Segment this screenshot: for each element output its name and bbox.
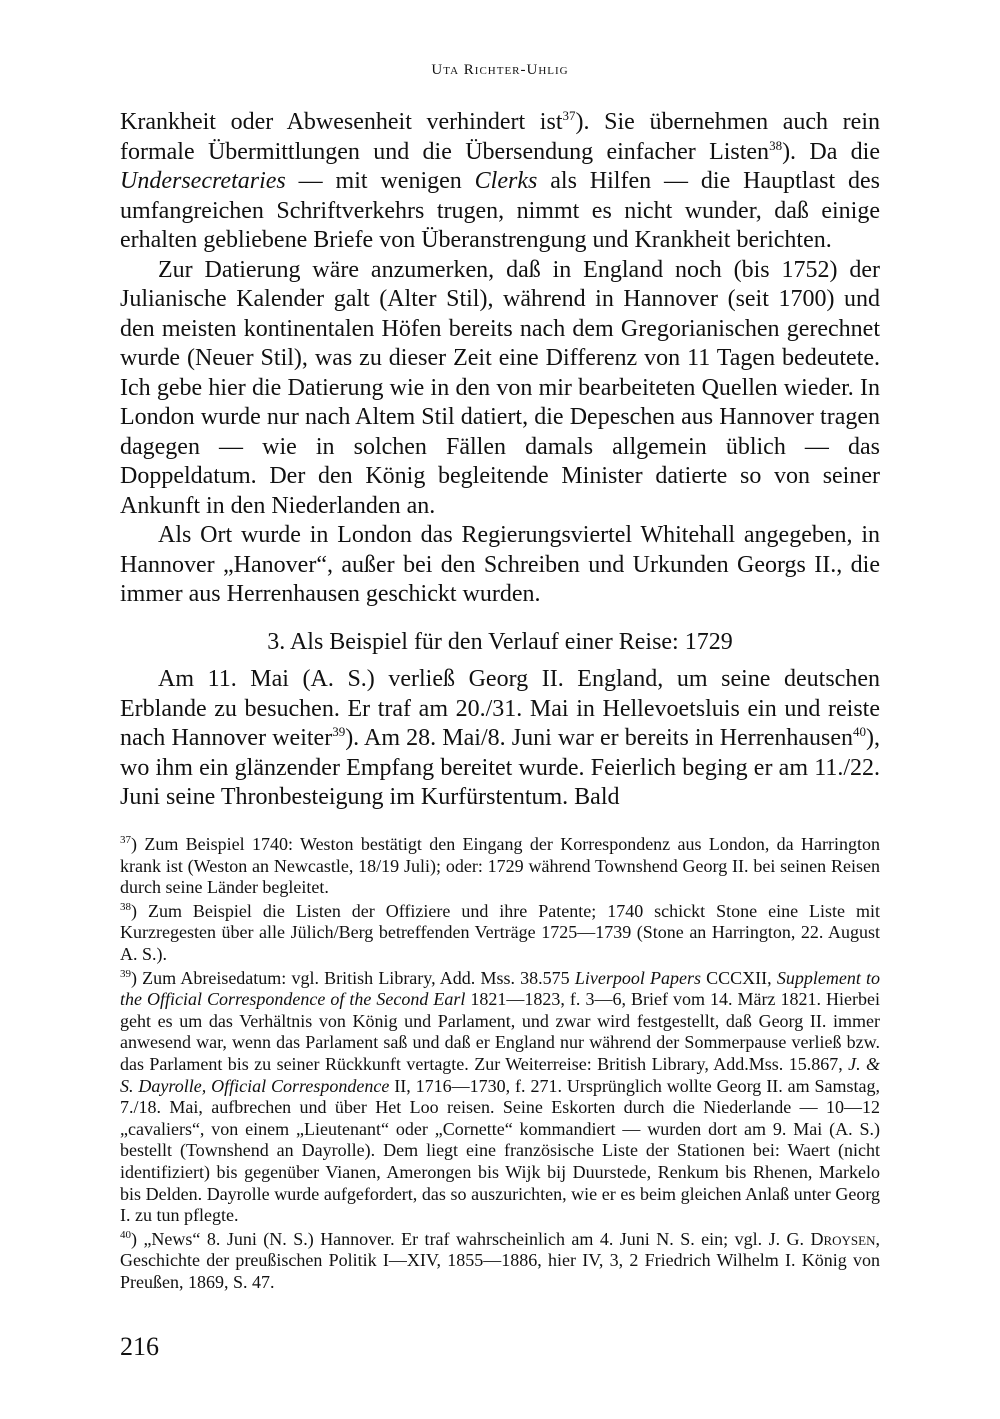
text-run: ), wo ihm ein glänzender Empfang bereitet wurde. Feierlich beging er am 11./22. Juni seine Thronbesteigung im Kurfürstentum. Bald: [120, 725, 880, 810]
italic-title: Liverpool Papers: [574, 967, 701, 988]
footnote-number: 39: [120, 967, 131, 980]
text-run: ). Am 28. Mai/8. Juni war er bereits in Herrenhausen: [345, 725, 853, 751]
footnote-text: ) Zum Beispiel die Listen der Offiziere und ihre Patente; 1740 schickt Stone eine Liste mit Kurzregesten über alle Jülich/Berg betreffenden Verträge 1725—1739 (Stone an Harrington, 22. August A. S.).: [120, 900, 880, 964]
footnote-text: , Geschichte der preußischen Politik I—XIV, 1855—1886, hier IV, 3, 2 Friedrich Wilhelm I. König von Preußen, 1869, S. 47.: [120, 1228, 880, 1292]
footnote-37: [120, 834, 880, 899]
italic-term: Undersecretaries: [120, 168, 286, 194]
footnote-text: II, 1716—1730, f. 271. Ursprünglich wollte Georg II. am Samstag, 7./18. Mai, aufbrechen und über Het Loo reisen. Seine Eskorten durch die Niederlande — 10—12 „cavaliers“, von einem „Lieutenant“ oder „Cornette“ kommandiert — wurden dort am 9. Mai (A. S.) bestellt (Townshend an Dayrolle). Dem liegt eine französische Liste der Stationen bei: Waert (nicht identifiziert) bis gegenüber Vianen, Amerongen bis Wijk bij Duurstede, Renkum bis Rhenen, Markelo bis Delden. Dayrolle wurde aufgefordert, das so auszurichten, wie er es beim gleichen Anlaß unter Georg I. zu tun pflegte.: [120, 1075, 880, 1226]
footnotes: [120, 834, 880, 1295]
main-text: [120, 108, 880, 813]
footnote-text: ) „News“ 8. Juni (N. S.) Hannover. Er traf wahrscheinlich am 4. Juni N. S. ein; vgl. J. G.: [131, 1228, 811, 1249]
footnote-ref-38: 38: [769, 137, 783, 153]
footnote-ref-39: 39: [332, 724, 346, 739]
footnote-number: 40: [120, 1228, 131, 1241]
text-run: als Hilfen — die Hauptlast des umfangreichen Schriftverkehrs trugen, nimmt es nicht wunder, daß einige erhalten gebliebene Briefe von Überanstrengung und Krankheit berichten.: [120, 168, 881, 253]
footnote-text: 1821—1823, f. 3—6, Brief vom 14. März 1821. Hierbei geht es um das Verhältnis von König und Parlament, und zwar wird festgestellt, daß Georg II. immer anwesend war, wenn das Parlament saß und daß er England nur während der Sommerpause verließ bzw. das Parlament bis zu seiner Rückkunft vertagte. Zur Weiterreise: British Library, Add.Mss. 15.867,: [120, 989, 880, 1074]
running-head: Uta Richter-Uhlig: [431, 62, 569, 78]
text-run: ). Da die: [782, 138, 880, 165]
section-heading: 3. Als Beispiel für den Verlauf einer Reise: 1729: [267, 628, 733, 655]
footnote-number: 38: [120, 900, 131, 913]
paragraph-3: Als Ort wurde in London das Regierungsviertel Whitehall angegeben, in Hannover „Hanover“, außer bei den Schreiben und Urkunden Georgs II., die immer aus Herrenhausen geschickt wurden.: [120, 522, 880, 607]
paragraph-1: [120, 108, 880, 256]
footnote-ref-37: 37: [562, 108, 576, 123]
footnote-ref-40: 40: [853, 724, 866, 739]
footnote-text: ) Zum Beispiel 1740: Weston bestätigt den Eingang der Korrespondenz aus London, da Harrington krank ist (Weston an Newcastle, 18/19 Juli); oder: 1729 während Townshend Georg II. bei seinen Reisen durch seine Länder begleitet.: [120, 834, 880, 898]
footnote-39: [120, 968, 880, 1227]
footnote-text: CCCXII,: [701, 967, 777, 988]
italic-term: Clerks: [474, 168, 538, 194]
footnote-text: ) Zum Abreisedatum: vgl. British Library, Add. Mss. 38.575: [131, 967, 575, 988]
paragraph-4: [120, 665, 880, 813]
text-run: ). Sie übernehmen auch rein formale Übermittlungen und die Übersendung einfacher Listen: [120, 109, 880, 165]
italic-title: J. & S. Dayrolle, Official Correspondence: [120, 1053, 880, 1096]
page-number: 216: [120, 1332, 159, 1361]
footnote-40: [120, 1229, 880, 1294]
footnote-number: 37: [120, 834, 131, 846]
italic-title: Supplement to the Official Correspondence of the Second Earl: [120, 967, 880, 1010]
footnote-38: [120, 901, 880, 966]
text-run: — mit wenigen: [285, 168, 475, 194]
text-run: Krankheit oder Abwesenheit verhindert ist: [120, 109, 563, 135]
author-name: Droysen: [810, 1228, 876, 1249]
text-run: Am 11. Mai (A. S.) verließ Georg II. England, um seine deutschen Erblande zu besuchen. Er traf am 20./31. Mai in Hellevoetsluis ein und reiste nach Hannover weiter: [120, 666, 880, 751]
paragraph-2: Zur Datierung wäre anzumerken, daß in England noch (bis 1752) der Julianische Kalender galt (Alter Stil), während in Hannover (seit 1700) und den meisten kontinentalen Höfen bereits nach dem Gregorianischen gerechnet wurde (Neuer Stil), was zu dieser Zeit eine Differenz von 11 Tagen bedeutete. Ich gebe hier die Datierung wie in den von mir bearbeiteten Quellen wieder. In London wurde nur nach Altem Stil datiert, die Depeschen aus Hannover tragen dagegen — wie in solchen Fällen damals allgemein üblich — das Doppeldatum. Der den König begleitende Minister datierte so von seiner Ankunft in den Niederlanden an.: [120, 256, 880, 519]
